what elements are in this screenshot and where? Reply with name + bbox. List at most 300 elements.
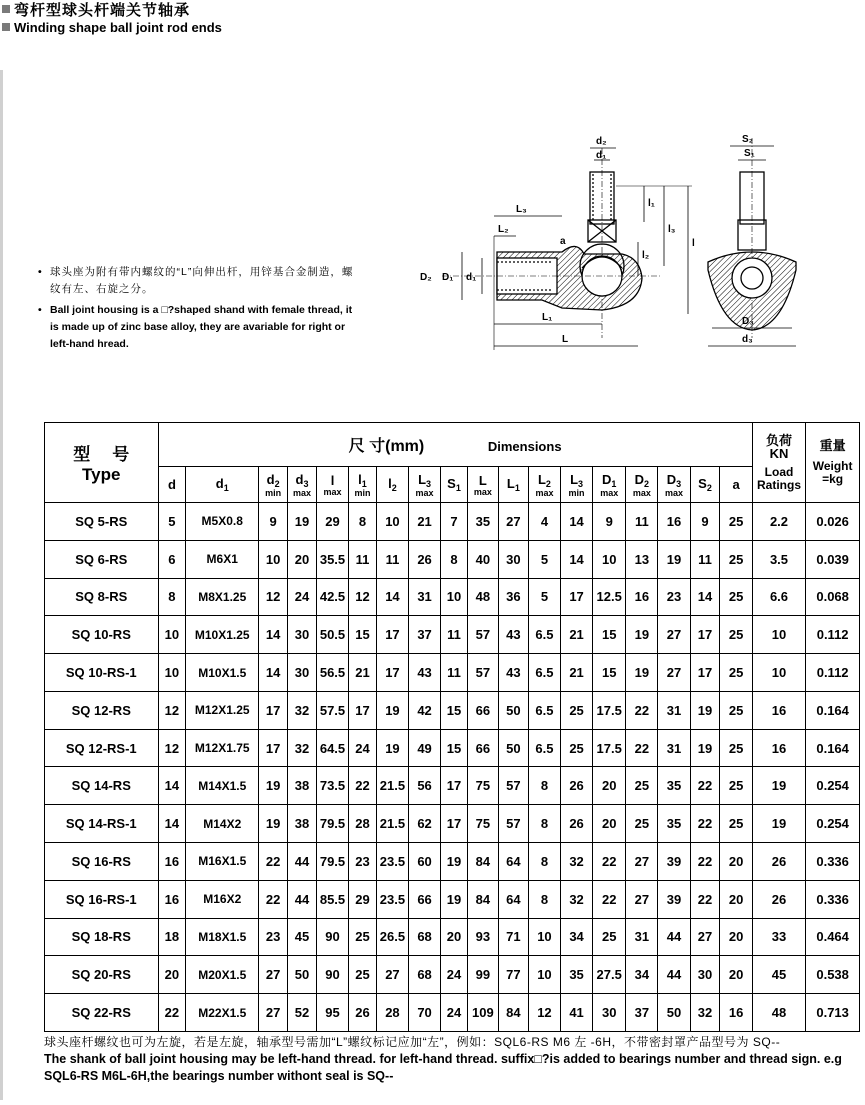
value-cell: 16 (626, 578, 658, 616)
value-cell: 17 (259, 729, 288, 767)
value-cell: 38 (288, 767, 317, 805)
label-l3: l₃ (668, 224, 676, 235)
value-cell: M22X1.5 (186, 994, 259, 1032)
value-cell: 26 (561, 805, 593, 843)
column-symbol: $L_3$ (570, 471, 584, 489)
value-cell: 19 (752, 767, 806, 805)
type-cell: SQ 10-RS (45, 616, 159, 654)
value-cell: 6 (158, 540, 186, 578)
value-cell: 10 (441, 578, 468, 616)
value-cell: 21 (349, 654, 377, 692)
label-D3: D₃ (742, 316, 754, 327)
table-row (45, 805, 860, 843)
value-cell: 56 (409, 767, 441, 805)
column-subscript: 2 (706, 483, 712, 493)
value-cell: 33 (752, 918, 806, 956)
value-cell: 75 (467, 767, 498, 805)
value-cell: 43 (498, 654, 528, 692)
value-cell: 17 (441, 767, 468, 805)
label-L2: L₂ (498, 224, 509, 235)
dimensions-header-en: Dimensions (487, 439, 562, 454)
value-cell: 24 (441, 994, 468, 1032)
column-symbol: $D_3$ (666, 471, 682, 489)
table-row (45, 540, 860, 578)
value-cell: 27 (259, 994, 288, 1032)
column-limit: max (323, 486, 342, 497)
value-cell: 57.5 (316, 691, 348, 729)
value-cell: 84 (467, 880, 498, 918)
value-cell: 14 (158, 767, 186, 805)
column-header (376, 467, 408, 503)
value-cell: 17 (259, 691, 288, 729)
column-header (593, 467, 626, 503)
value-cell: 20 (441, 918, 468, 956)
value-cell: 39 (658, 880, 690, 918)
value-cell: 66 (467, 729, 498, 767)
column-symbol: l (330, 472, 335, 488)
column-limit: max (632, 487, 651, 498)
value-cell: M12X1.75 (186, 729, 259, 767)
value-cell: 43 (498, 616, 528, 654)
value-cell: 10 (752, 616, 806, 654)
label-a: a (560, 236, 566, 247)
column-header (259, 467, 288, 503)
value-cell: 27 (498, 503, 528, 541)
value-cell: 77 (498, 956, 528, 994)
value-cell: 30 (498, 540, 528, 578)
column-header (158, 467, 186, 503)
type-cell: SQ 16-RS-1 (45, 880, 159, 918)
value-cell: 6.5 (528, 729, 560, 767)
value-cell: 0.112 (806, 616, 860, 654)
note-cn: 球头座为附有带内螺纹的“L”向伸出杆，用锌基合金制造，螺纹有左、右旋之分。 (50, 266, 354, 295)
value-cell: M10X1.5 (186, 654, 259, 692)
value-cell: 36 (498, 578, 528, 616)
column-header (409, 467, 441, 503)
value-cell: 25 (720, 805, 752, 843)
value-cell: 23 (349, 843, 377, 881)
value-cell: 14 (561, 503, 593, 541)
value-cell: 57 (467, 616, 498, 654)
value-cell: 37 (626, 994, 658, 1032)
value-cell: 0.538 (806, 956, 860, 994)
value-cell: 45 (288, 918, 317, 956)
column-symbol: L (478, 472, 487, 488)
value-cell: 25 (626, 805, 658, 843)
value-cell: 12.5 (593, 578, 626, 616)
value-cell: 3.5 (752, 540, 806, 578)
value-cell: 17 (349, 691, 377, 729)
value-cell: 6.5 (528, 691, 560, 729)
table-row (45, 654, 860, 692)
value-cell: 10 (259, 540, 288, 578)
value-cell: 35 (561, 956, 593, 994)
value-cell: 17 (376, 616, 408, 654)
value-cell: 6.5 (528, 654, 560, 692)
column-subscript: 1 (361, 478, 367, 489)
type-cell: SQ 8-RS (45, 578, 159, 616)
weight-header-cn: 重量 (819, 438, 846, 453)
value-cell: 20 (720, 843, 752, 881)
value-cell: 50 (658, 994, 690, 1032)
value-cell: 12 (528, 994, 560, 1032)
value-cell: 42 (409, 691, 441, 729)
value-cell: 39 (658, 843, 690, 881)
dimensions-header (158, 423, 752, 467)
label-d1-shank: d₁ (466, 272, 477, 283)
type-cell: SQ 18-RS (45, 918, 159, 956)
value-cell: M14X1.5 (186, 767, 259, 805)
type-header-cn: 型号 (73, 445, 152, 464)
value-cell: 0.026 (806, 503, 860, 541)
value-cell: 57 (467, 654, 498, 692)
value-cell: 50.5 (316, 616, 348, 654)
column-header (316, 467, 348, 503)
value-cell: 12 (158, 691, 186, 729)
value-cell: 16 (752, 691, 806, 729)
label-l: l (692, 238, 695, 249)
value-cell: 34 (626, 956, 658, 994)
value-cell: 31 (658, 691, 690, 729)
value-cell: 75 (467, 805, 498, 843)
value-cell: 19 (376, 729, 408, 767)
column-subscript: 2 (644, 478, 650, 489)
value-cell: 19 (658, 540, 690, 578)
value-cell: 27 (658, 616, 690, 654)
type-cell: SQ 12-RS (45, 691, 159, 729)
value-cell: M6X1 (186, 540, 259, 578)
label-l2: l₂ (642, 250, 650, 261)
value-cell: 9 (593, 503, 626, 541)
value-cell: 19 (626, 616, 658, 654)
value-cell: 22 (158, 994, 186, 1032)
value-cell: 11 (441, 654, 468, 692)
value-cell: 20 (158, 956, 186, 994)
column-symbol: $d_3$ (295, 471, 309, 489)
value-cell: 17 (441, 805, 468, 843)
column-header (288, 467, 317, 503)
value-cell: 10 (528, 956, 560, 994)
label-L: L (562, 334, 569, 345)
value-cell: 0.336 (806, 843, 860, 881)
value-cell: 22 (690, 767, 720, 805)
column-limit: max (473, 486, 492, 497)
page-title-en: Winding shape ball joint rod ends (14, 19, 222, 35)
column-symbol: a (732, 477, 740, 492)
column-limit: max (535, 487, 554, 498)
value-cell: 25 (349, 956, 377, 994)
value-cell: 17 (690, 654, 720, 692)
value-cell: 10 (528, 918, 560, 956)
column-header (561, 467, 593, 503)
value-cell: 25 (720, 616, 752, 654)
value-cell: 28 (376, 994, 408, 1032)
label-S2: S₂ (742, 134, 754, 145)
type-header (45, 423, 159, 503)
note-en: Ball joint housing is a □?shaped shand with female thread, it is made up of zinc base alloy, they are avariable for right or left-hand hread. (50, 304, 353, 350)
value-cell: 0.464 (806, 918, 860, 956)
column-header (658, 467, 690, 503)
value-cell: 10 (752, 654, 806, 692)
value-cell: 56.5 (316, 654, 348, 692)
value-cell: 0.112 (806, 654, 860, 692)
column-header (626, 467, 658, 503)
column-subscript: 2 (391, 483, 397, 493)
value-cell: 44 (658, 956, 690, 994)
value-cell: 9 (259, 503, 288, 541)
type-cell: SQ 14-RS-1 (45, 805, 159, 843)
value-cell: 10 (158, 654, 186, 692)
value-cell: 19 (752, 805, 806, 843)
value-cell: 57 (498, 767, 528, 805)
table-row (45, 729, 860, 767)
value-cell: 48 (467, 578, 498, 616)
column-symbol: $L_3$ (418, 471, 432, 489)
weight-header-en: Weight =kg (812, 459, 853, 486)
type-header-en: Type (82, 465, 121, 484)
column-subscript: 1 (514, 483, 520, 493)
value-cell: 35.5 (316, 540, 348, 578)
value-cell: M16X2 (186, 880, 259, 918)
table-row (45, 503, 860, 541)
column-limit: min (568, 487, 585, 498)
value-cell: 24 (288, 578, 317, 616)
value-cell: 20 (720, 880, 752, 918)
value-cell: 16 (752, 729, 806, 767)
value-cell: 30 (288, 654, 317, 692)
value-cell: 27 (376, 956, 408, 994)
value-cell: 50 (498, 729, 528, 767)
value-cell: 95 (316, 994, 348, 1032)
load-header-cn: 负荷 (765, 432, 792, 448)
value-cell: 44 (288, 880, 317, 918)
value-cell: 26 (561, 767, 593, 805)
label-l1: l₁ (648, 198, 655, 209)
value-cell: 35 (658, 805, 690, 843)
value-cell: 27 (259, 956, 288, 994)
value-cell: 22 (626, 729, 658, 767)
value-cell: 66 (467, 691, 498, 729)
value-cell: 11 (690, 540, 720, 578)
value-cell: 10 (593, 540, 626, 578)
value-cell: 14 (376, 578, 408, 616)
value-cell: 37 (409, 616, 441, 654)
value-cell: 45 (752, 956, 806, 994)
value-cell: 17 (376, 654, 408, 692)
type-cell: SQ 12-RS-1 (45, 729, 159, 767)
value-cell: 8 (528, 843, 560, 881)
value-cell: 0.039 (806, 540, 860, 578)
column-subscript: 3 (303, 478, 309, 489)
value-cell: 73.5 (316, 767, 348, 805)
value-cell: 27.5 (593, 956, 626, 994)
weight-header (806, 423, 860, 503)
value-cell: 10 (376, 503, 408, 541)
column-symbol: $l_2$ (388, 476, 397, 493)
value-cell: 35 (467, 503, 498, 541)
value-cell: 19 (376, 691, 408, 729)
column-header (528, 467, 560, 503)
column-subscript: 1 (455, 483, 461, 493)
value-cell: 19 (288, 503, 317, 541)
column-header (441, 467, 468, 503)
value-cell: 31 (658, 729, 690, 767)
value-cell: 25 (720, 540, 752, 578)
value-cell: 57 (498, 805, 528, 843)
value-cell: 15 (441, 729, 468, 767)
value-cell: 4 (528, 503, 560, 541)
table-row (45, 918, 860, 956)
table-row (45, 767, 860, 805)
value-cell: 30 (288, 616, 317, 654)
value-cell: 20 (720, 918, 752, 956)
title-block (0, 0, 222, 36)
value-cell: 22 (593, 880, 626, 918)
value-cell: 8 (528, 767, 560, 805)
type-cell: SQ 20-RS (45, 956, 159, 994)
value-cell: 22 (690, 880, 720, 918)
value-cell: 12 (349, 578, 377, 616)
column-symbol: $d_1$ (215, 476, 229, 493)
value-cell: 18 (158, 918, 186, 956)
value-cell: 25 (561, 729, 593, 767)
value-cell: 32 (690, 994, 720, 1032)
value-cell: 14 (259, 616, 288, 654)
value-cell: 23.5 (376, 843, 408, 881)
label-d1: d₁ (596, 150, 607, 161)
value-cell: M8X1.25 (186, 578, 259, 616)
value-cell: 27 (690, 918, 720, 956)
column-subscript: 1 (611, 478, 617, 489)
value-cell: 21.5 (376, 767, 408, 805)
column-limit: min (265, 487, 282, 498)
value-cell: 15 (593, 654, 626, 692)
column-header (186, 467, 259, 503)
column-subscript: 2 (545, 478, 551, 489)
value-cell: 21 (561, 654, 593, 692)
footer-en: The shank of ball joint housing may be left-hand thread. for left-hand thread. suffix□?is added to bearings number and thread sign. e.g SQL6-RS M6L-6H,the bearings number withont seal is SQ-- (44, 1052, 842, 1083)
value-cell: 22 (626, 691, 658, 729)
value-cell: 38 (288, 805, 317, 843)
value-cell: 27 (658, 654, 690, 692)
value-cell: 17.5 (593, 691, 626, 729)
value-cell: 22 (593, 843, 626, 881)
column-symbol: $d_2$ (266, 471, 280, 489)
value-cell: 93 (467, 918, 498, 956)
label-D1: D₁ (442, 272, 454, 283)
value-cell: 25 (349, 918, 377, 956)
value-cell: 42.5 (316, 578, 348, 616)
value-cell: 20 (288, 540, 317, 578)
value-cell: 24 (441, 956, 468, 994)
column-header (720, 467, 752, 503)
value-cell: 10 (158, 616, 186, 654)
value-cell: 35 (658, 767, 690, 805)
table-row (45, 994, 860, 1032)
value-cell: 64 (498, 843, 528, 881)
column-symbol: $L_2$ (537, 471, 551, 489)
value-cell: 25 (561, 691, 593, 729)
value-cell: 64.5 (316, 729, 348, 767)
value-cell: 20 (593, 805, 626, 843)
label-d2: d₂ (596, 136, 607, 147)
value-cell: 19 (690, 691, 720, 729)
column-symbol: $S_2$ (698, 476, 712, 493)
value-cell: 48 (752, 994, 806, 1032)
value-cell: 17 (561, 578, 593, 616)
value-cell: 15 (593, 616, 626, 654)
value-cell: 90 (316, 956, 348, 994)
column-limit: min (354, 487, 371, 498)
label-d3: d₃ (742, 334, 753, 345)
type-cell: SQ 10-RS-1 (45, 654, 159, 692)
value-cell: 0.164 (806, 729, 860, 767)
value-cell: M20X1.5 (186, 956, 259, 994)
value-cell: 22 (690, 843, 720, 881)
column-limit: max (415, 487, 434, 498)
value-cell: 32 (561, 880, 593, 918)
column-subscript: 3 (578, 478, 584, 489)
value-cell: M14X2 (186, 805, 259, 843)
value-cell: 7 (441, 503, 468, 541)
value-cell: 14 (259, 654, 288, 692)
value-cell: 14 (561, 540, 593, 578)
value-cell: 68 (409, 918, 441, 956)
value-cell: M5X0.8 (186, 503, 259, 541)
value-cell: 34 (561, 918, 593, 956)
table-row (45, 691, 860, 729)
value-cell: 0.164 (806, 691, 860, 729)
value-cell: 2.2 (752, 503, 806, 541)
side-view (442, 148, 692, 350)
value-cell: 12 (259, 578, 288, 616)
value-cell: 27 (626, 880, 658, 918)
value-cell: 32 (561, 843, 593, 881)
value-cell: 23.5 (376, 880, 408, 918)
value-cell: 8 (528, 805, 560, 843)
value-cell: 8 (158, 578, 186, 616)
value-cell: 19 (259, 805, 288, 843)
column-limit: max (664, 487, 683, 498)
value-cell: 0.068 (806, 578, 860, 616)
value-cell: 16 (158, 843, 186, 881)
value-cell: 30 (690, 956, 720, 994)
value-cell: 12 (158, 729, 186, 767)
value-cell: 0.254 (806, 767, 860, 805)
value-cell: 68 (409, 956, 441, 994)
value-cell: 31 (409, 578, 441, 616)
footer-notes (44, 1034, 844, 1085)
value-cell: 11 (349, 540, 377, 578)
value-cell: 50 (288, 956, 317, 994)
footer-cn: 球头座杆螺纹也可为左旋，若是左旋，轴承型号需加“L”螺纹标记应加“左”，例如：SQL6-RS M6 左 -6H，不带密封罩产品型号为 SQ-- (44, 1035, 781, 1049)
value-cell: 25 (626, 767, 658, 805)
value-cell: 5 (528, 540, 560, 578)
rod-end-drawing (412, 128, 852, 358)
column-symbol: $D_2$ (634, 471, 650, 489)
title-square-icon (2, 5, 10, 13)
end-view (708, 138, 796, 346)
value-cell: 23 (658, 578, 690, 616)
value-cell: 90 (316, 918, 348, 956)
type-cell: SQ 6-RS (45, 540, 159, 578)
column-subscript: 3 (676, 478, 682, 489)
title-square-icon (2, 23, 10, 31)
spec-table (44, 422, 860, 1032)
column-symbol: d (167, 477, 176, 492)
type-cell: SQ 14-RS (45, 767, 159, 805)
column-header (349, 467, 377, 503)
